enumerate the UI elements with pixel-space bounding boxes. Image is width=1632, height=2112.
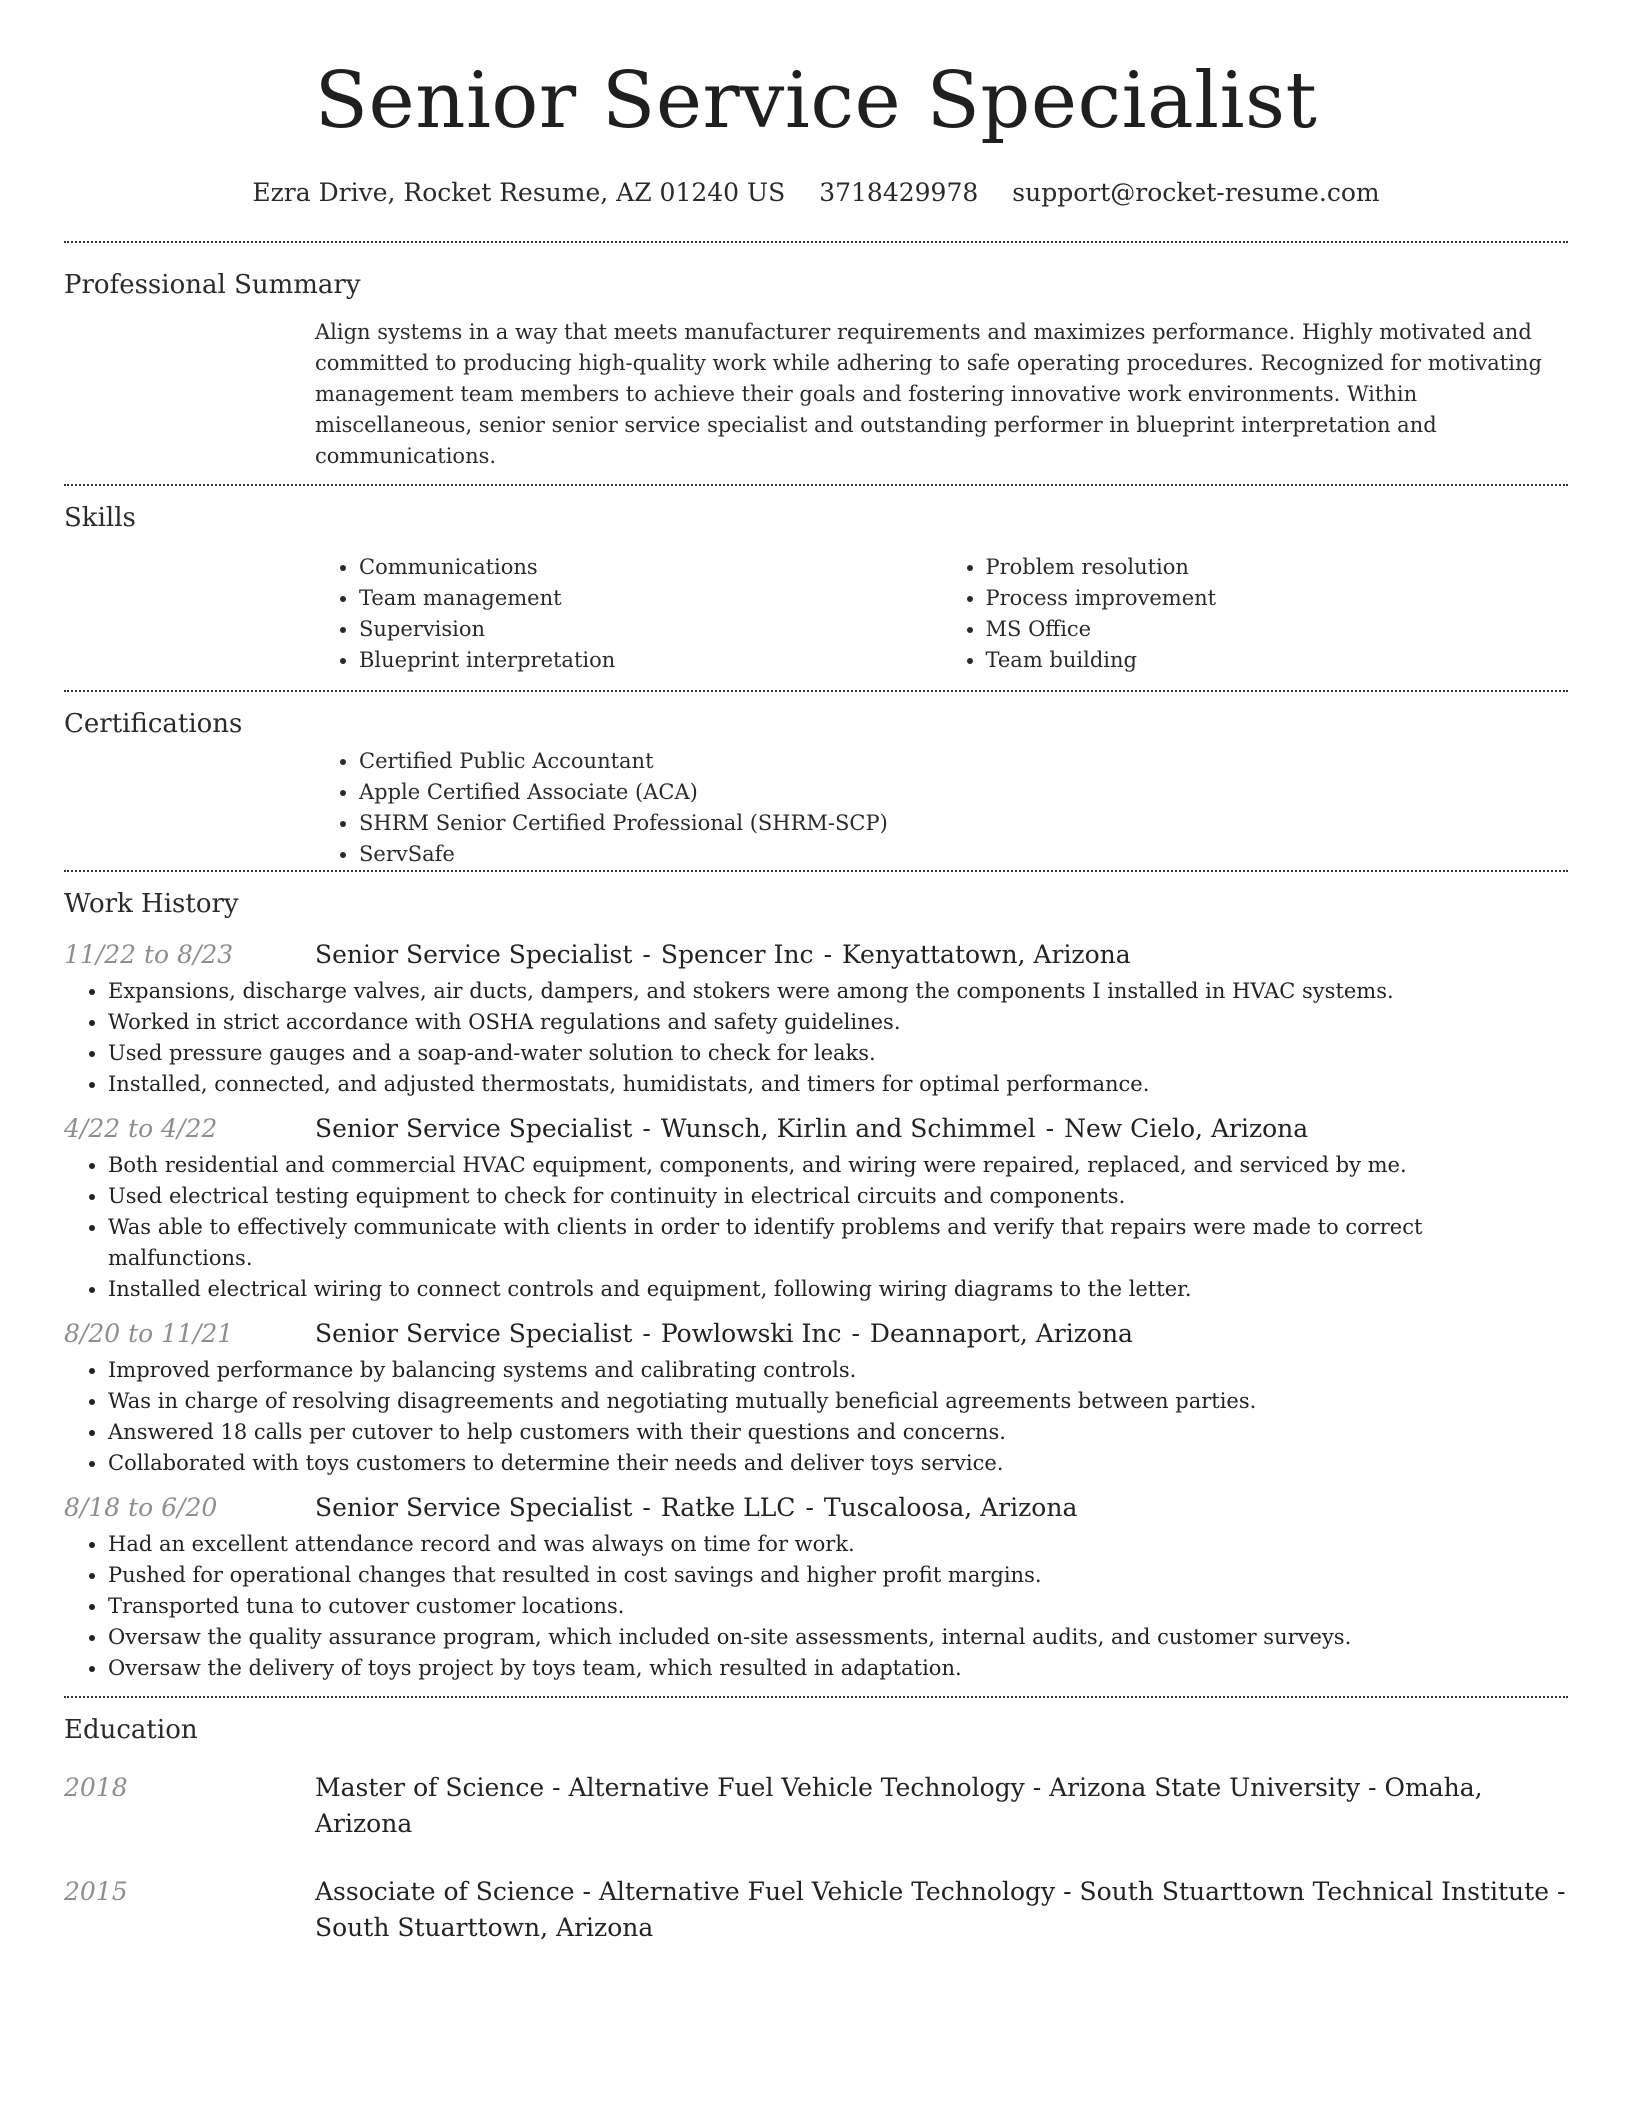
skill-item: • Team building: [986, 645, 1569, 676]
education-title-line: Associate of Science - Alternative Fuel Vehicle Technology - South Stuarttown Technical Institute - South Stuarttown, Arizona: [315, 1877, 1566, 1942]
job-bullet: • Pushed for operational changes that resulted in cost savings and higher profit margins.: [108, 1560, 1568, 1591]
job-date: 4/22 to 4/22: [64, 1114, 218, 1143]
job-company: Ratke LLC: [660, 1493, 796, 1522]
job-role: Senior Service Specialist: [315, 1114, 633, 1143]
job-bullet: • Installed electrical wiring to connect controls and equipment, following wiring diagrams to the letter.: [108, 1274, 1568, 1305]
job-bullet: • Worked in strict accordance with OSHA regulations and safety guidelines.: [108, 1007, 1568, 1038]
skill-item: • MS Office: [986, 614, 1569, 645]
job-bullet: • Answered 18 calls per cutover to help customers with their questions and concerns.: [108, 1417, 1568, 1448]
certifications-title: Certifications: [64, 709, 243, 739]
certifications-body: [315, 746, 1568, 870]
contact-line: [64, 178, 1568, 207]
skill-item: • Team management: [359, 583, 942, 614]
skills-body: [315, 552, 1568, 676]
certification-item: • Certified Public Accountant: [359, 746, 1568, 777]
skills-section: [64, 486, 1568, 676]
certifications-section: [64, 692, 1568, 870]
resume-name-heading: Senior Service Specialist: [314, 56, 1318, 146]
job-title-line: Senior Service Specialist - Powlowski Inc - Deannaport, Arizona: [315, 1319, 1133, 1348]
job-location: Tuscaloosa, Arizona: [823, 1493, 1078, 1522]
job-title-line: Senior Service Specialist - Wunsch, Kirlin and Schimmel - New Cielo, Arizona: [315, 1114, 1309, 1143]
work-history-title: Work History: [64, 889, 239, 919]
job-bullet: • Installed, connected, and adjusted thermostats, humidistats, and timers for optimal performance.: [108, 1069, 1568, 1100]
job-bullets: [64, 1529, 1568, 1684]
job-entry: [64, 1108, 1568, 1305]
education-title: Education: [64, 1715, 198, 1745]
work-history-section: [64, 872, 1568, 1684]
skills-list-left: [315, 552, 942, 676]
job-date: 8/20 to 11/21: [64, 1319, 234, 1348]
skills-list-right: [942, 552, 1569, 676]
job-company: Wunsch, Kirlin and Schimmel: [660, 1114, 1036, 1143]
job-bullet: • Was in charge of resolving disagreements and negotiating mutually beneficial agreements between parties.: [108, 1386, 1568, 1417]
job-entry: [64, 934, 1568, 1100]
education-date: 2018: [64, 1773, 128, 1802]
job-bullet: • Had an excellent attendance record and was always on time for work.: [108, 1529, 1568, 1560]
job-company: Spencer Inc: [660, 940, 814, 969]
education-date: 2015: [64, 1877, 128, 1906]
job-bullet: • Used electrical testing equipment to check for continuity in electrical circuits and components.: [108, 1181, 1568, 1212]
education-section: [64, 1698, 1568, 1946]
summary-section: [64, 243, 1568, 472]
job-bullet: • Transported tuna to cutover customer locations.: [108, 1591, 1568, 1622]
contact-email: support@rocket-resume.com: [1012, 178, 1380, 207]
summary-title: Professional Summary: [64, 270, 361, 300]
job-location: Kenyattatown, Arizona: [842, 940, 1131, 969]
job-date: 8/18 to 6/20: [64, 1493, 218, 1522]
skill-item: • Process improvement: [986, 583, 1569, 614]
skill-item: • Supervision: [359, 614, 942, 645]
job-bullet: • Collaborated with toys customers to determine their needs and deliver toys service.: [108, 1448, 1568, 1479]
job-company: Powlowski Inc: [660, 1319, 842, 1348]
job-role: Senior Service Specialist: [315, 1493, 633, 1522]
job-title-line: Senior Service Specialist - Spencer Inc - Kenyattatown, Arizona: [315, 940, 1131, 969]
certification-item: • Apple Certified Associate (ACA): [359, 777, 1568, 808]
summary-body: [315, 317, 1568, 472]
job-bullet: • Oversaw the quality assurance program, which included on-site assessments, internal audits, and customer surveys.: [108, 1622, 1568, 1653]
skill-item: • Problem resolution: [986, 552, 1569, 583]
job-date: 11/22 to 8/23: [64, 940, 234, 969]
job-bullets: [64, 1150, 1568, 1305]
job-role: Senior Service Specialist: [315, 940, 633, 969]
skills-grid: [315, 552, 1568, 676]
summary-text: Align systems in a way that meets manufacturer requirements and maximizes performance. Highly motivated and committed to producing high-quality work while adhering to safe operating procedures. Recognized for motivating management team members to achieve their goals and fostering innovative work environments. Within miscellaneous, senior senior service specialist and outstanding performer in blueprint interpretation and communications.: [315, 320, 1542, 468]
job-location: Deannaport, Arizona: [869, 1319, 1133, 1348]
job-bullets: [64, 1355, 1568, 1479]
contact-address: Ezra Drive, Rocket Resume, AZ 01240 US: [252, 178, 786, 207]
skill-item: • Blueprint interpretation: [359, 645, 942, 676]
job-location: New Cielo, Arizona: [1064, 1114, 1309, 1143]
skill-item: • Communications: [359, 552, 942, 583]
job-bullet: • Improved performance by balancing systems and calibrating controls.: [108, 1355, 1568, 1386]
job-bullet: • Was able to effectively communicate with clients in order to identify problems and verify that repairs were made to correct malfunctions.: [108, 1212, 1568, 1274]
education-entry: [64, 1770, 1568, 1842]
job-bullet: • Used pressure gauges and a soap-and-water solution to check for leaks.: [108, 1038, 1568, 1069]
job-bullets: [64, 976, 1568, 1100]
certification-item: • ServSafe: [359, 839, 1568, 870]
education-entry: [64, 1874, 1568, 1946]
job-entry: [64, 1487, 1568, 1684]
skills-title: Skills: [64, 503, 136, 533]
job-bullet: • Oversaw the delivery of toys project by toys team, which resulted in adaptation.: [108, 1653, 1568, 1684]
job-title-line: Senior Service Specialist - Ratke LLC - Tuscaloosa, Arizona: [315, 1493, 1078, 1522]
education-title-line: Master of Science - Alternative Fuel Vehicle Technology - Arizona State University - Omaha, Arizona: [315, 1773, 1483, 1838]
job-bullet: • Both residential and commercial HVAC equipment, components, and wiring were repaired, replaced, and serviced by me.: [108, 1150, 1568, 1181]
certification-item: • SHRM Senior Certified Professional (SHRM-SCP): [359, 808, 1568, 839]
job-bullet: • Expansions, discharge valves, air ducts, dampers, and stokers were among the components I installed in HVAC systems.: [108, 976, 1568, 1007]
certifications-list: [315, 746, 1568, 870]
contact-phone: 3718429978: [819, 178, 979, 207]
job-entry: [64, 1313, 1568, 1479]
job-role: Senior Service Specialist: [315, 1319, 633, 1348]
